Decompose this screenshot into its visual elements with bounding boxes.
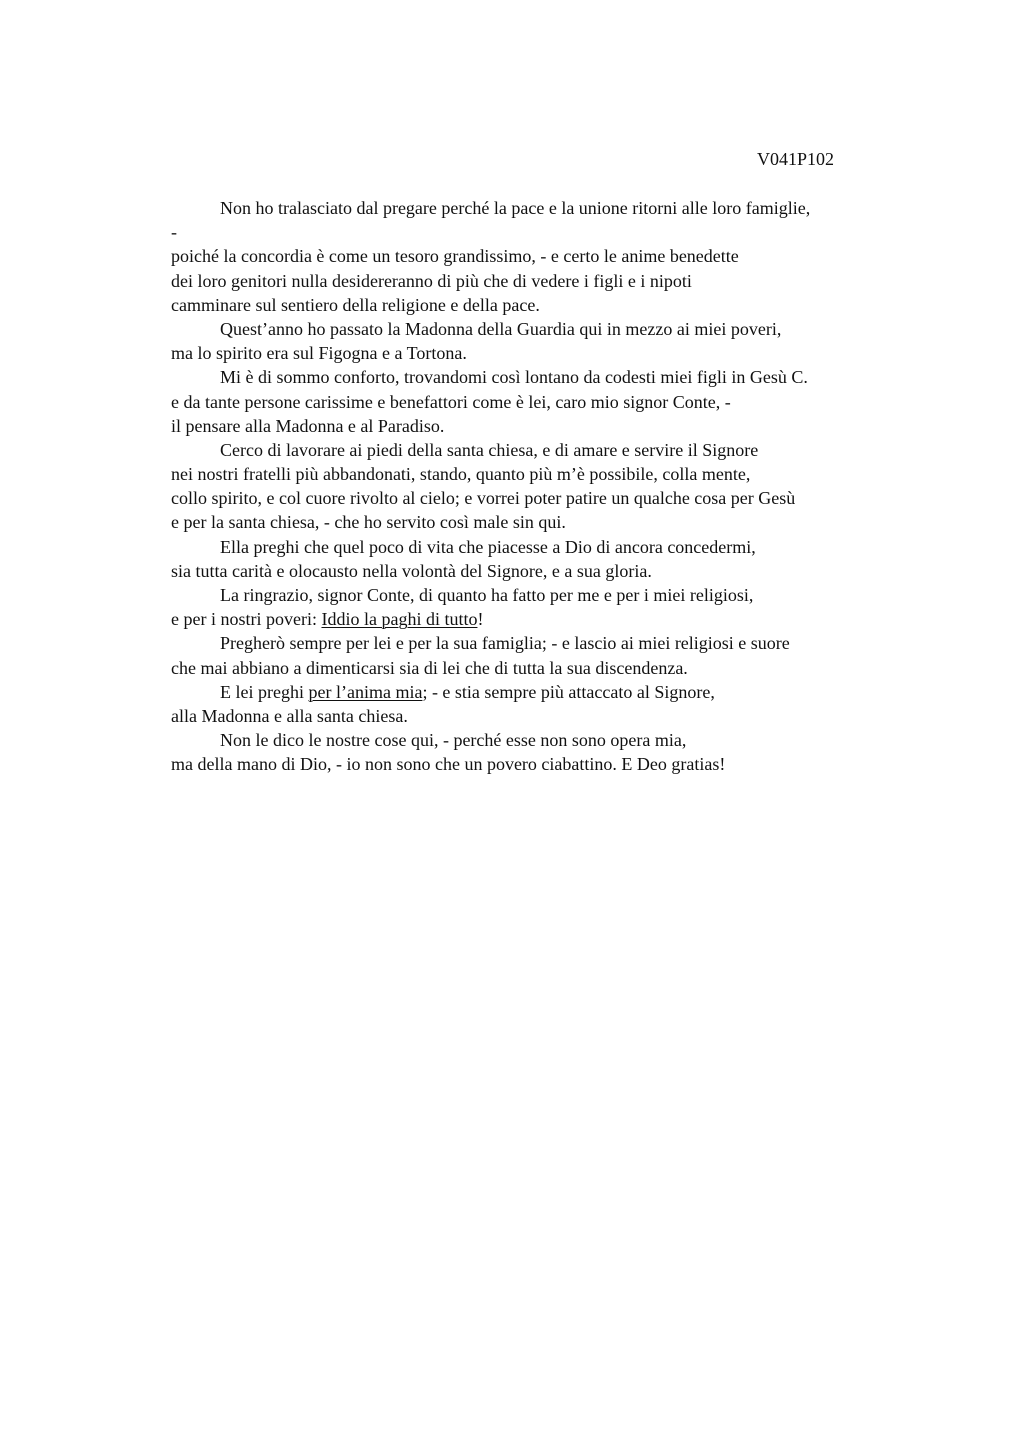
line-text: e per i nostri poveri: (171, 609, 322, 630)
letter-body (171, 196, 931, 777)
text-line (171, 510, 931, 534)
page-id: V041P102 (757, 149, 835, 169)
underlined-phrase: Iddio la paghi di tutto (321, 609, 478, 630)
line-text: e da tante persone carissime e benefattori come è lei, caro mio signor Conte, - (171, 391, 731, 412)
line-text: dei loro genitori nulla desidereranno di più che di vedere i figli e i nipoti (171, 270, 692, 291)
text-line (171, 462, 931, 486)
line-text: sia tutta carità e olocausto nella volontà del Signore, e a sua gloria. (171, 560, 652, 581)
line-text: Non le dico le nostre cose qui, - perché esse non sono opera mia, (220, 730, 687, 751)
underlined-phrase: per l’anima mia (308, 681, 423, 702)
text-line (171, 583, 931, 607)
line-text: alla Madonna e alla santa chiesa. (171, 705, 408, 726)
line-text: La ringrazio, signor Conte, di quanto ha fatto per me e per i miei religiosi, (220, 585, 754, 605)
text-line (171, 414, 931, 438)
line-text: Pregherò sempre per lei e per la sua famiglia; - e lascio ai miei religiosi e suore (220, 633, 790, 654)
line-text: che mai abbiano a dimenticarsi sia di lei che di tutta la sua discendenza. (171, 657, 688, 678)
text-line (171, 269, 931, 293)
line-text: ! (477, 609, 484, 630)
line-text: e per la santa chiesa, - che ho servito così male sin qui. (171, 512, 566, 533)
text-line (171, 486, 931, 510)
line-text: ma della mano di Dio, - io non sono che un povero ciabattino. E Deo gratias! (171, 754, 726, 775)
text-line (171, 293, 931, 317)
text-line (171, 317, 931, 341)
text-line (171, 631, 931, 655)
line-text: poiché la concordia è come un tesoro grandissimo, - e certo le anime benedette (171, 246, 739, 267)
text-line (171, 752, 931, 776)
line-text: Non ho tralasciato dal pregare perché la pace e la unione ritorni alle loro famiglie, (220, 198, 811, 218)
line-text: ma lo spirito era sul Figogna e a Tortona. (171, 343, 467, 364)
text-line (171, 607, 931, 631)
text-line (171, 244, 931, 268)
line-text: Cerco di lavorare ai piedi della santa chiesa, e di amare e servire il Signore (220, 439, 759, 460)
text-line (171, 390, 931, 414)
line-text: Ella preghi che quel poco di vita che piacesse a Dio di ancora concedermi, (220, 536, 756, 557)
text-line (171, 220, 931, 244)
text-line (171, 656, 931, 680)
line-text: il pensare alla Madonna e al Paradiso. (171, 415, 445, 436)
text-line (171, 438, 931, 462)
line-text: - (171, 222, 177, 243)
line-text: Quest’anno ho passato la Madonna della Guardia qui in mezzo ai miei poveri, (220, 318, 782, 339)
text-line (171, 365, 931, 389)
text-line (171, 728, 931, 752)
line-text: E lei preghi (220, 681, 309, 702)
text-line (171, 559, 931, 583)
line-text: nei nostri fratelli più abbandonati, stando, quanto più m’è possibile, colla mente, (171, 464, 751, 485)
line-text: Mi è di sommo conforto, trovandomi così lontano da codesti miei figli in Gesù C. (220, 367, 808, 388)
text-line (171, 196, 931, 220)
text-line (171, 704, 931, 728)
line-text: ; - e stia sempre più attaccato al Signore, (422, 681, 715, 702)
line-text: collo spirito, e col cuore rivolto al cielo; e vorrei poter patire un qualche cosa per Gesù (171, 488, 796, 509)
line-text: camminare sul sentiero della religione e della pace. (171, 294, 540, 315)
text-line (171, 535, 931, 559)
text-line (171, 680, 931, 704)
text-line (171, 341, 931, 365)
